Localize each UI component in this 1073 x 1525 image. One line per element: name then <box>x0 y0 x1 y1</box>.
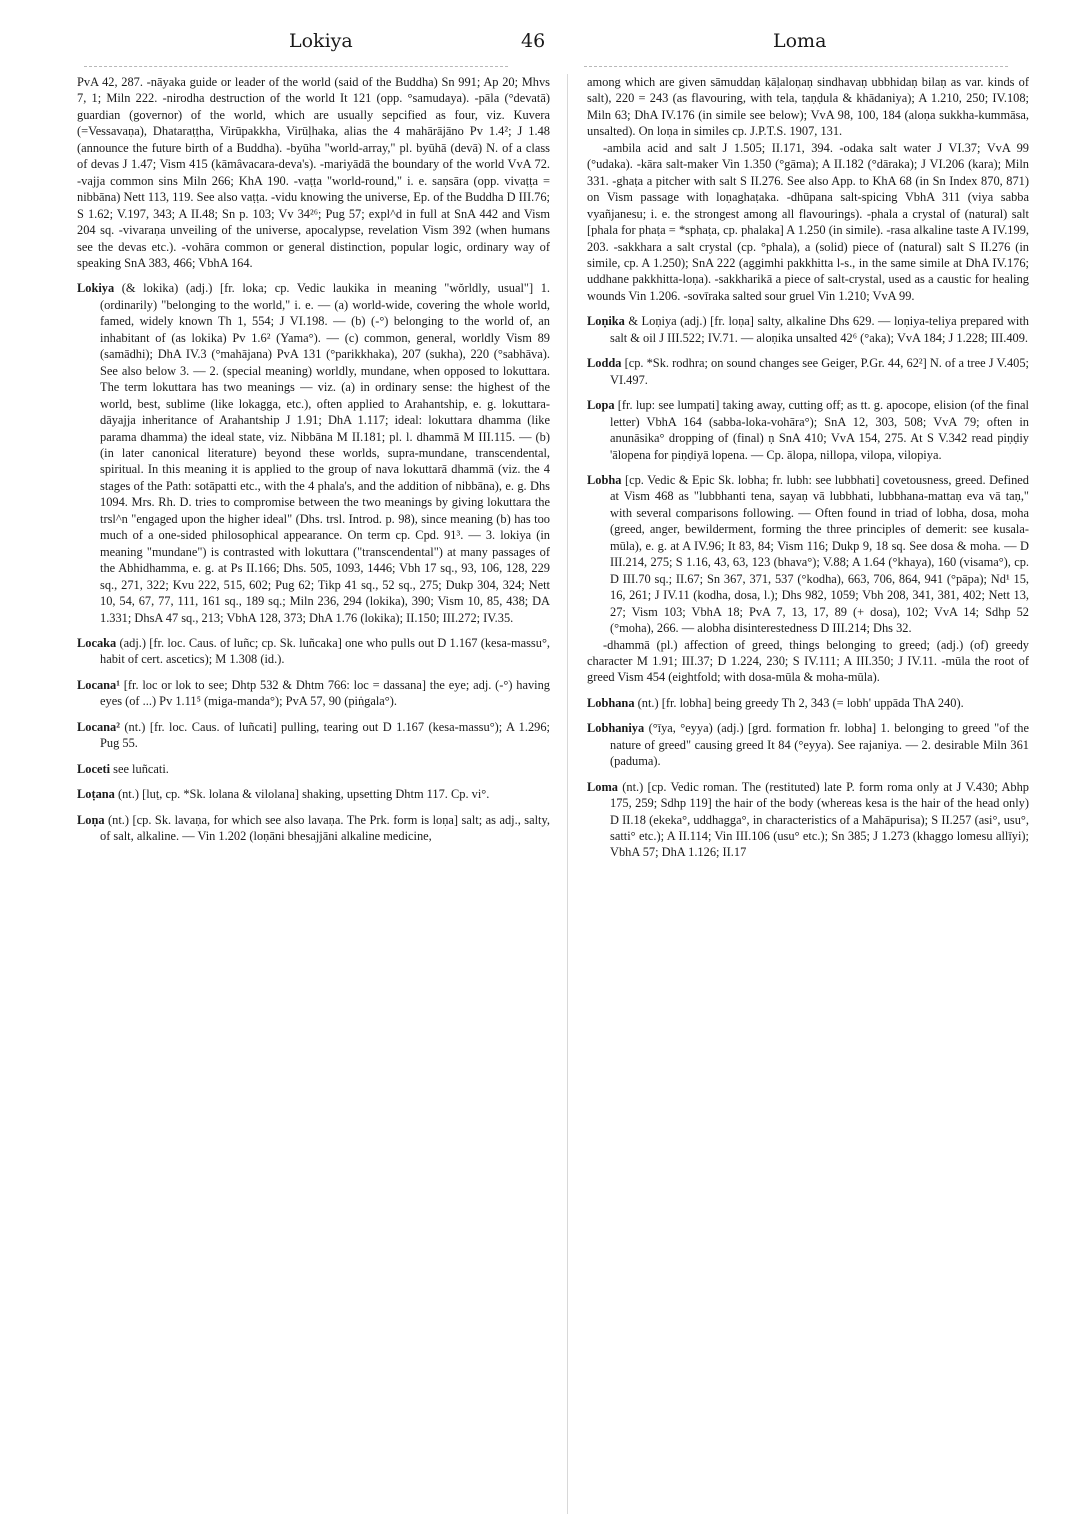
entry-headword: Lodda <box>587 356 622 371</box>
entry-headword: Loṭana <box>77 787 115 802</box>
dictionary-entry <box>77 280 550 626</box>
running-head-right: Loma <box>773 30 827 52</box>
dictionary-entry <box>77 635 550 668</box>
dictionary-entry <box>587 313 1029 346</box>
entry-text: (nt.) [luṭ, cp. *Sk. lolana & vilolana] shaking, upsetting Dhtm 117. Cp. vi°. <box>117 787 490 802</box>
entry-headword: Lokiya <box>77 281 115 296</box>
dictionary-entry <box>587 355 1029 388</box>
entry-text: (adj.) [fr. loc. Caus. of luñc; cp. Sk. luñcaka] one who pulls out D 1.167 (kesa-massu°, habit of cert. ascetics); M 1.308 (id.). <box>100 635 550 667</box>
dictionary-entry <box>587 74 1029 140</box>
entry-headword: Lobha <box>587 472 622 487</box>
running-head-left: Lokiya <box>289 30 353 52</box>
entry-headword: Loṇika <box>587 314 625 329</box>
entry-text: PvA 42, 287. -nāyaka guide or leader of the world (said of the Buddha) Sn 991; Ap 20; Mhvs 7, 1; Miln 222. -nirodha destruction of the world It 121 (opp. °samudaya). -pāla (°devatā) guardian (governor) of the world, which are usually sepcified as four, viz. Kuvera (=Vessavaṇa), Dhataraṭṭha, Virūpakkha, Virūḷhaka, alias the 4 mahārājāno Pv 1.4²; J 1.48 (announce the future birth of a Buddha). -byūha "world-array," pl. byūhā (devā) N. of a class of devas J 1.47; Vism 415 (kāmâvacara-deva's). -mariyādā the boundary of the world VvA 72. -vajja common sins Miln 266; KhA 190. -vaṭṭa "world-round," i. e. saṇsāra (opp. vivaṭṭa = nibbāna) Nett 113, 119. See also vaṭṭa. -vidu knowing the universe, Ep. of the Buddha D III.76; S 1.62; V.197, 343; A II.48; Sn p. 103; Vv 34²⁶; Pug 57; expl^d in full at SnA 442 and Vism 204 sq. -vivaraṇa unveiling of the universe, apocalypse, revelation Vism 392 (when humans see the devas etc.). -vohāra common or general distinction, popular logic, ordinary way of speaking SnA 383, 466; VbhA 164. <box>77 75 550 270</box>
entry-text: -dhammā (pl.) affection of greed, things belonging to greed; (adj.) (of) greedy character M 1.91; III.37; D 1.224, 230; S IV.111; A III.350; J IV.11. -mūla the root of greed Vism 454 (eightfold; with dosa-mūla & moha-mūla). <box>587 637 1029 685</box>
dictionary-entry <box>77 761 550 777</box>
dictionary-entry <box>587 140 1029 305</box>
entry-headword: Lobhaniya <box>587 721 645 736</box>
entry-text: see luñcati. <box>113 761 169 776</box>
left-column <box>77 74 550 853</box>
dictionary-entry <box>587 779 1029 861</box>
header-rule-right <box>584 66 1008 67</box>
entry-headword: Locaka <box>77 635 117 650</box>
entry-text: [cp. *Sk. rodhra; on sound changes see Geiger, P.Gr. 44, 62²] N. of a tree J V.405; VI.497. <box>610 356 1029 387</box>
column-divider <box>567 74 568 1514</box>
entry-text: [cp. Vedic & Epic Sk. lobha; fr. lubh: see lubbhati] covetousness, greed. Defined at Vism 468 as "lubbhanti tena, sayaṇ vā lubbhati, lubbhana-mattaṇ eva vā taṇ," with several comparisons following. — Often found in triad of lobha, dosa, moha (greed, anger, bewilderment, forming the three principles of demerit: see kusala-mūla), e. g. at A IV.96; It 83, 84; Vism 116; Dukp 9, 18 sq. See dosa & moha. — D III.214, 275; S 1.16, 43, 63, 123 (bhava°); V.88; A 1.64 (°khaya), 160 (visama°), cp. D III.70 sq.; II.67; Sn 367, 371, 537 (°kodha), 663, 706, 864, 941 (°pāpa); Nd¹ 15, 16, 261; J IV.11 (kodha, dosa, l.); Dhs 982, 1059; Vbh 208, 341, 381, 402; Nett 13, 27; Vism 103; VbhA 18; PvA 7, 13, 17, 89 (+ dosa), 102; VvA 14; Sdhp 52 (°moha), 266. — alobha disinterestedness D III.214; Dhs 32. <box>610 472 1029 636</box>
entry-headword: Loma <box>587 779 618 794</box>
right-column <box>587 74 1029 870</box>
dictionary-entry <box>77 719 550 752</box>
page-number: 46 <box>521 30 546 52</box>
entry-headword: Lopa <box>587 398 615 413</box>
dictionary-entry <box>587 472 1029 637</box>
entry-text: [fr. lup: see lumpati] taking away, cutting off; as tt. g. apocope, elision (of the final letter) VbhA 164 (sabba-loka-vohāra°); SnA 12, 303, 508; VvA 79; often in anunāsika° dropping of (final) ṇ SnA 410; VvA 154, 275. At S V.342 read piṇḍiy 'ālopena for piṇḍiyā lopena. — Cp. ālopa, nillopa, vilopa, vilopiya. <box>610 398 1029 462</box>
dictionary-entry <box>587 720 1029 769</box>
dictionary-entry <box>77 786 550 802</box>
page-header <box>0 30 1073 60</box>
dictionary-entry <box>77 812 550 845</box>
entry-text: (nt.) [fr. loc. Caus. of luñcati] pulling, tearing out D 1.167 (kesa-massu°); A 1.296; Pug 55. <box>100 719 550 751</box>
entry-headword: Lobhana <box>587 695 635 710</box>
entry-headword: Loṇa <box>77 812 105 827</box>
dictionary-entry <box>77 74 550 271</box>
entry-text: among which are given sāmuddaṇ kāḷaloṇaṇ sindhavaṇ ubbhidaṇ bilaṇ as var. kinds of salt), 220 = 243 (as flavouring, with tela, taṇḍula & khādaniya); A 1.210, 250; IV.108; Miln 63; DhA IV.176 (in simile see below); VvA 98, 100, 184 (aloṇa sukkha-kummāsa, unsalted). On loṇa in similes cp. J.P.T.S. 1907, 131. <box>587 75 1029 139</box>
dictionary-entry <box>77 677 550 710</box>
entry-headword: Locana¹ <box>77 677 120 692</box>
entry-text: (nt.) [cp. Sk. lavaṇa, for which see also lavaṇa. The Prk. form is loṇa] salt; as adj., salty, of salt, alkaline. — Vin 1.202 (loṇāni bhesajjāni alkaline medicine, <box>100 812 550 844</box>
entry-text: (nt.) [cp. Vedic roman. The (restituted) late P. form roma only at J V.430; Abhp 175, 259; Sdhp 119] the hair of the body (whereas kesa is the hair of the head only) D II.18 (ekeka°, uddhagga°, in characteristics of a Mahāpurisa); S II.257 (asi°, usu°, satti° etc.); A II.114; Vin III.106 (usu° etc.); Sn 385; J 1.273 (khaggo lomesu allīyi); VbhA 57; DhA 1.126; II.17 <box>610 779 1029 860</box>
entry-text: & Loṇiya (adj.) [fr. loṇa] salty, alkaline Dhs 629. — loṇiya-teliya prepared with salt & oil J III.522; IV.71. — aloṇika unsalted 42⁶ (°aka); VvA 184; J 1.228; III.409. <box>610 314 1029 345</box>
entry-text: (& lokika) (adj.) [fr. loka; cp. Vedic laukika in meaning "wŏrldly, usual"] 1. (ordinarily) "belonging to the world," i. e. — (a) world-wide, covering the whole world, famed, widely known Th 1, 554; J VI.198. — (b) (-°) belonging to the world of, an inhabitant of (as lokika) Pv 1.6² (Yama°). — (c) common, general, worldly Vism 89 (samādhi); DhA IV.3 (°mahājana) PvA 131 (°parikkhaka), 207 (sukha), 220 (°sabhāva). See also below 3. — 2. (special meaning) worldly, mundane, when opposed to lokuttara. The term lokuttara has two meanings — viz. (a) in ordinary sense: the highest of the world, best, sublime (like lokagga, etc.), often applied to Arahantship, e. g. lokuttara-dāyajja inheritance of Arahantship J 1.91; DhA 1.117; ideal: lokuttara dhamma (like parama dhamma) the ideal state, viz. Nibbāna M II.181; pl. l. dhammā M III.115. — (b) (in later canonical literature) beyond these worlds, supra-mundane, transcendental, spiritual. In this meaning it is applied to the group of nava lokuttarā dhammā (viz. the 4 stages of the Path: sotāpatti etc., with the 4 phala's, and the addition of nibbāna), e. g. Dhs 1094. Mrs. Rh. D. tries to compromise between the two meanings by giving lokuttara the trsl^n "engaged upon the higher ideal" (Dhs. trsl. Introd. p. 98), since meaning (b) has too much of a one-sided philosophical appearance. On term cp. Cpd. 91³. — 3. lokiya (in meaning "mundane") is contrasted with lokuttara ("transcendental") at many passages of the Abhidhamma, e. g. at Ps II.166; Dhs. 505, 1093, 1446; Vbh 17 sq., 93, 106, 128, 229 sq., 271, 322; Kvu 222, 515, 602; Pug 62; Tikp 41 sq., 52 sq., 275; Dukp 304, 324; Nett 10, 54, 67, 77, 111, 161 sq., 189 sq.; Miln 236, 294 (lokika), 390; Vism 10, 85, 438; DA 1.331; DhsA 47 sq., 213; VbhA 128, 373; DhA 1.76 (lokika); II.150; III.272; IV.35. <box>100 281 550 625</box>
header-rule-left <box>84 66 508 67</box>
dictionary-entry <box>587 397 1029 463</box>
dictionary-entry <box>587 695 1029 711</box>
entry-text: (°īya, °eyya) (adj.) [grd. formation fr. lobha] 1. belonging to greed "of the nature of greed" causing greed It 84 (°eyya). See rajaniya. — 2. desirable Miln 361 (paduma). <box>610 721 1029 769</box>
entry-text: -ambila acid and salt J 1.505; II.171, 394. -odaka salt water J VI.37; VvA 99 (°udaka). -kāra salt-maker Vin 1.350 (°gāma); A II.182 (°dāraka); J VI.206 (kara); Miln 331. -ghaṭa a pitcher with salt S II.276. See also App. to KhA 68 (in Sn Index 870, 871) on Vism passage with loṇaghaṭaka. -dhūpana salt-spicing VbhA 311 (viya sabba vyañjanesu; i. e. the strongest among all flavourings). -phala a crystal of (natural) salt [phala for phaṭa = *sphaṭa, cp. phalaka] A 1.250 (in simile). -rasa alkaline taste A IV.199, 203. -sakkhara a salt crystal (cp. °phala), a (solid) piece of (natural) salt S II.276 (in simile, cp. A 1.250); SnA 222 (aggimhi pakkhitta l-s., in the same simile at DhA IV.176; uddhane pakkhitta-loṇa). -sakkharikā a piece of salt-crystal, used as a caustic for healing wounds Vin 1.206. -sovīraka salted sour gruel Vin 1.210; VvA 99. <box>587 140 1029 303</box>
entry-headword: Locana² <box>77 719 120 734</box>
dictionary-entry <box>587 637 1029 686</box>
entry-headword: Loceti <box>77 761 111 776</box>
entry-text: [fr. loc or lok to see; Dhtp 532 & Dhtm 766: loc = dassana] the eye; adj. (-°) having eyes (of ...) Pv 1.11⁵ (miga-manda°); PvA 57, 90 (piṅgala°). <box>100 677 550 709</box>
entry-text: (nt.) [fr. lobha] being greedy Th 2, 343 (= lobh' uppāda ThA 240). <box>637 695 964 710</box>
